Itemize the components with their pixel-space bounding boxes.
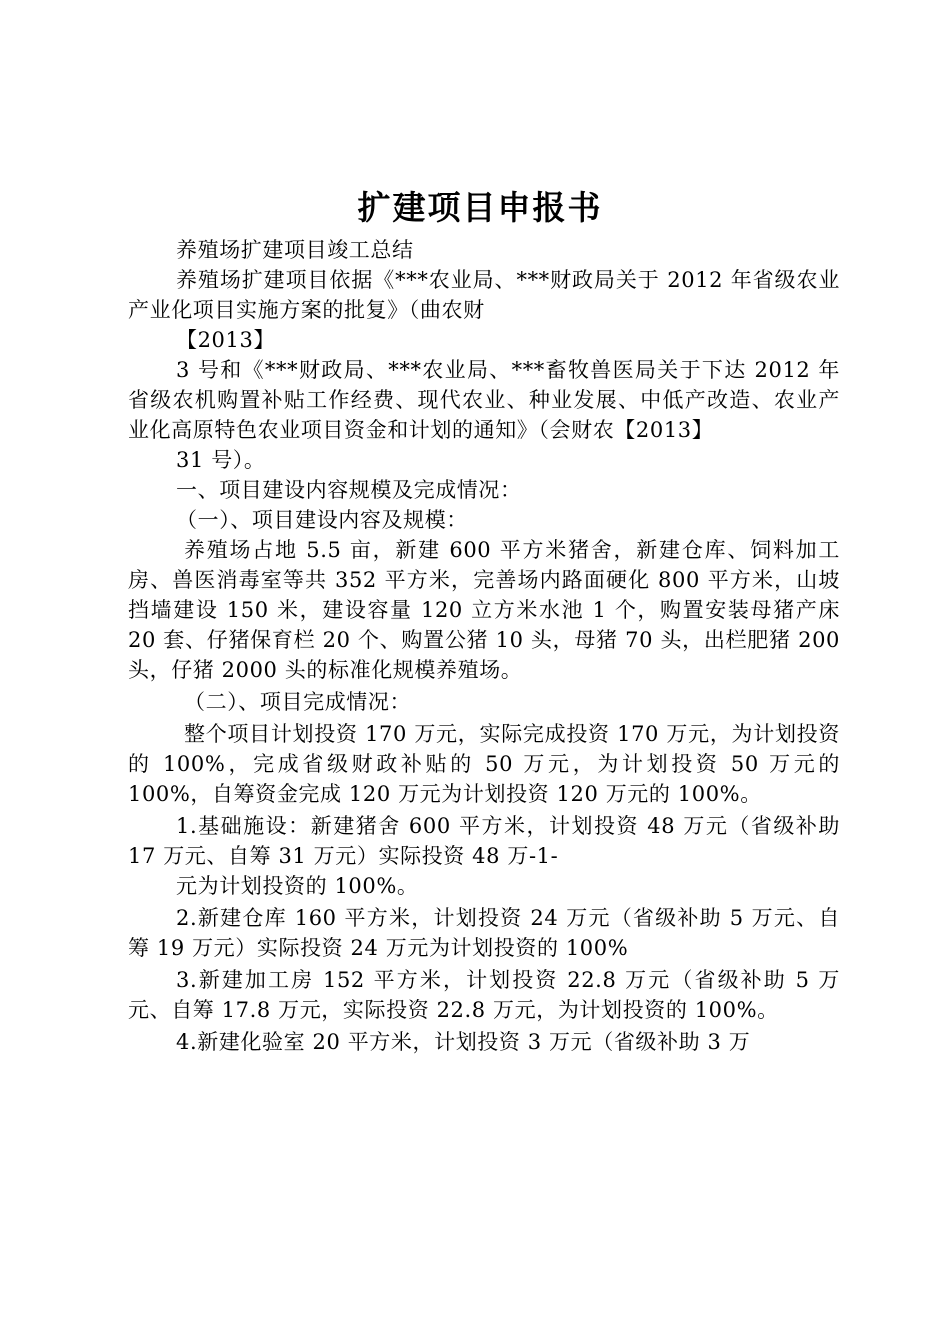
list-item-1-continued: 元为计划投资的 100%。 (176, 874, 419, 898)
paragraph-investment-total: 整个项目计划投资 170 万元，实际完成投资 170 万元，为计划投资的 100%，完成省级财政补贴的 50 万元，为计划投资 50 万元的 100%，自筹资金完成 120 万元为计划投资 120 万元的 100%。 (128, 722, 840, 806)
list-item-3: 3.新建加工房 152 平方米，计划投资 22.8 万元（省级补助 5 万元、自筹 17.8 万元，实际投资 22.8 万元，为计划投资的 100%。 (128, 968, 840, 1022)
paragraph-basis: 养殖场扩建项目依据《***农业局、***财政局关于 2012 年省级农业产业化项目实施方案的批复》（曲农财 (128, 268, 840, 322)
subsection-heading-2: （二）、项目完成情况： (184, 690, 412, 714)
paragraph-basis-year: 【2013】 (176, 328, 276, 352)
paragraph-construction-scale: 养殖场占地 5.5 亩，新建 600 平方米猪舍，新建仓库、饲料加工房、兽医消毒室等共 352 平方米，完善场内路面硬化 800 平方米，山坡挡墙建设 150 米，建设容量 120 立方米水池 1 个，购置安装母猪产床 20 套、仔猪保育栏 20 个、购置公猪 10 头，母猪 70 头，出栏肥猪 200 头，仔猪 2000 头的标准化规模养殖场。 (128, 538, 841, 682)
document-body (128, 235, 840, 1057)
section-heading-1: 一、项目建设内容规模及完成情况： (176, 478, 522, 502)
list-item-4: 4.新建化验室 20 平方米，计划投资 3 万元（省级补助 3 万 (176, 1030, 751, 1054)
document-title: 扩建项目申报书 (357, 188, 603, 227)
list-item-2: 2.新建仓库 160 平方米，计划投资 24 万元（省级补助 5 万元、自筹 19 万元）实际投资 24 万元为计划投资的 100% (128, 906, 840, 960)
paragraph-summary-heading: 养殖场扩建项目竣工总结 (176, 238, 414, 262)
subsection-heading-1: （一）、项目建设内容及规模： (176, 508, 468, 532)
list-item-1: 1.基础施设：新建猪舍 600 平方米，计划投资 48 万元（省级补助 17 万元、自筹 31 万元）实际投资 48 万-1- (128, 814, 840, 868)
paragraph-notice-number: 31 号）。 (176, 448, 266, 472)
paragraph-notice: 3 号和《***财政局、***农业局、***畜牧兽医局关于下达 2012 年省级农机购置补贴工作经费、现代农业、种业发展、中低产改造、农业产业化高原特色农业项目资金和计划的通知》（会财农【2013】 (128, 358, 840, 442)
